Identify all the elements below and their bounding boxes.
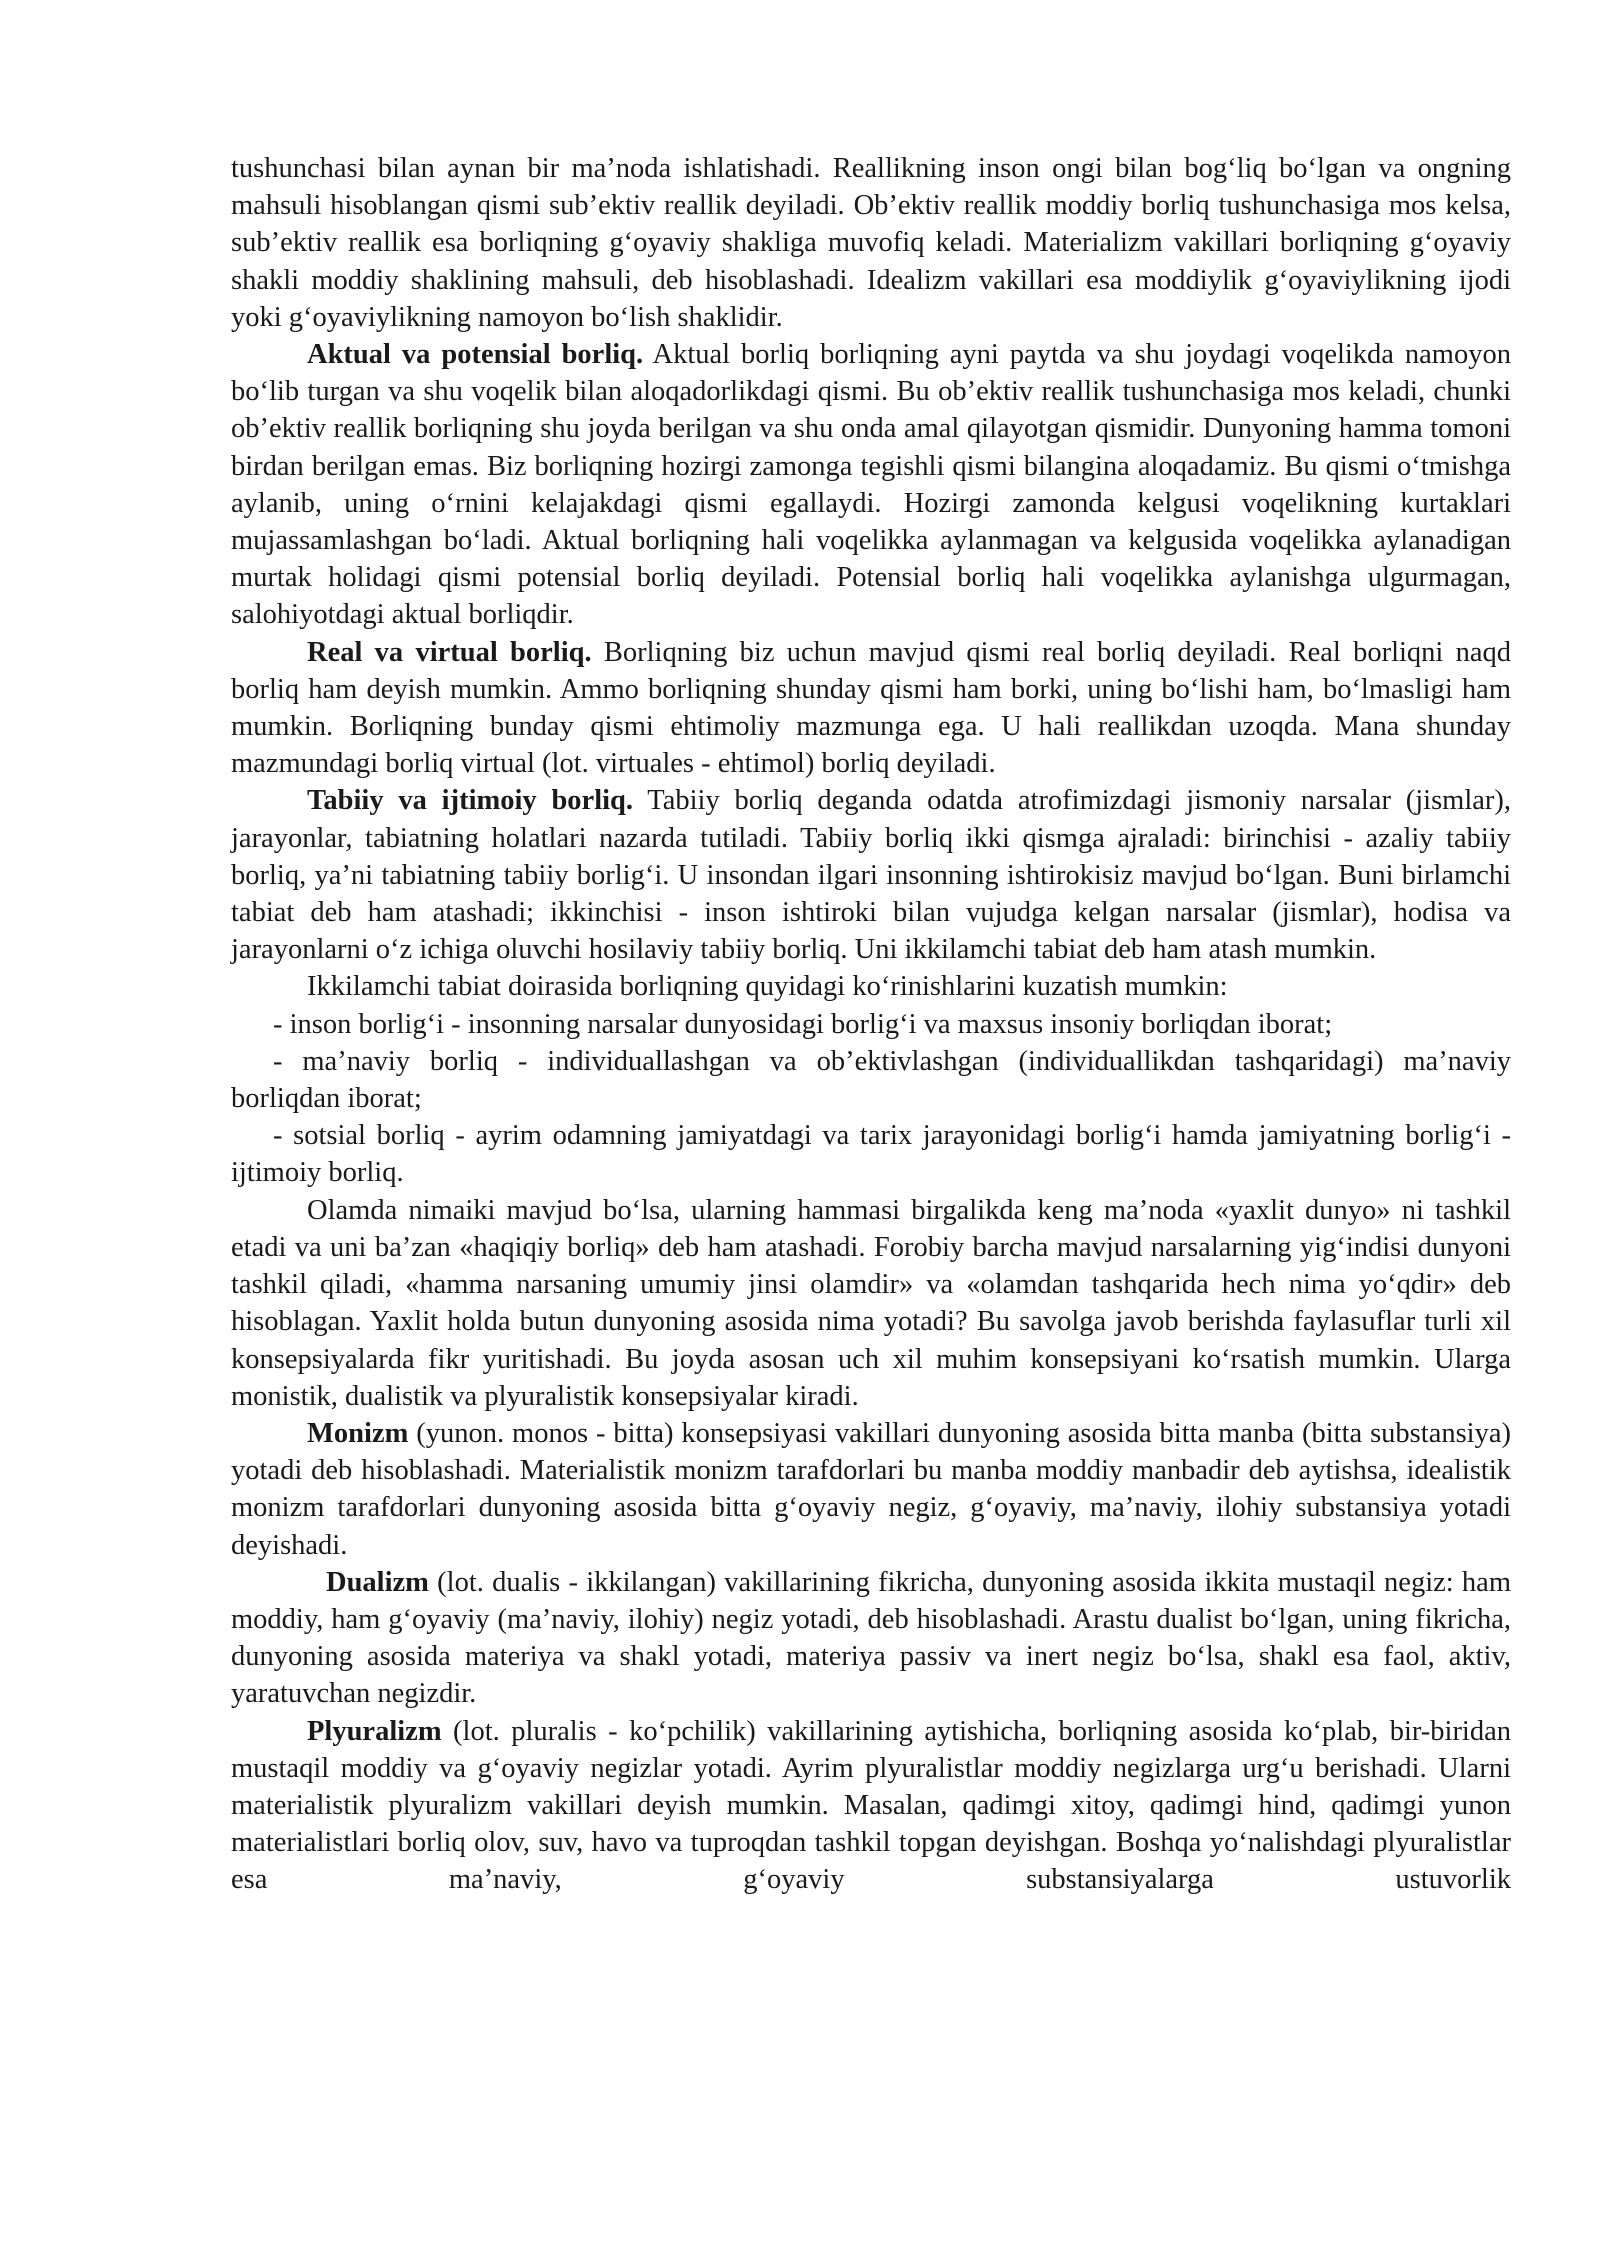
term-heading: Tabiiy va ijtimoiy borliq. xyxy=(307,785,634,817)
paragraph-text: Aktual borliq borliqning ayni paytda va shu joydagi voqelikda namoyon bo‘lib turgan va shu voqelik bilan aloqadorlikdagi qismi. Bu ob’ektiv reallik tushunchasiga mos keladi, chunki ob’ektiv reallik borliqning shu joyda berilgan va shu onda amal qilayotgan qismidir. Dunyoning hamma tomoni birdan berilgan emas. Biz borliqning hozirgi zamonga tegishli qismi bilangina aloqadamiz. Bu qismi o‘tmishga aylanib, uning o‘rnini kelajakdagi qismi egallaydi. Hozirgi zamonda kelgusi voqelikning kurtaklari mujassamlashgan bo‘ladi. Aktual borliqning hali voqelikka aylanmagan va kelgusida voqelikka aylanadigan murtak holidagi qismi potensial borliq deyiladi. Potensial borliq hali voqelikka aylanishga ulgurmagan, salohiyotdagi aktual borliqdir. xyxy=(231,339,1511,631)
term-heading: Aktual va potensial borliq. xyxy=(307,339,644,371)
list-item-text: - ma’naviy borliq - individuallashgan va ob’ektivlashgan (individuallikdan tashqaridagi) ma’naviy borliqdan iborat; xyxy=(231,1045,1511,1115)
list-item-text: - sotsial borliq - ayrim odamning jamiyatdagi va tarix jarayonidagi borlig‘i hamda jamiyatning borlig‘i - ijtimoiy borliq. xyxy=(231,1120,1511,1189)
paragraph-yaxlit-dunyo xyxy=(231,1192,1511,1415)
paragraph-text: Tabiiy borliq deganda odatda atrofimizdagi jismoniy narsalar (jismlar), jarayonlar, tabiatning holatlari nazarda tutiladi. Tabiiy borliq ikki qismga ajraladi: birinchisi - azaliy tabiiy borliq, ya’ni tabiatning tabiiy borlig‘i. U insondan ilgari insonning ishtirokisiz mavjud bo‘lgan. Buni birlamchi tabiat deb ham atashadi; ikkinchisi - inson ishtiroki bilan vujudga kelgan narsalar (jismlar), hodisa va jarayonlarni o‘z ichiga oluvchi hosilaviy tabiiy borliq. Uni ikkilamchi tabiat deb ham atash mumkin. xyxy=(231,785,1511,966)
term-heading: Real va virtual borliq. xyxy=(307,636,592,668)
paragraph-tabiiy-ijtimoiy xyxy=(231,782,1511,968)
paragraph-text: tushunchasi bilan aynan bir ma’noda ishlatishadi. Reallikning inson ongi bilan bog‘liq bo‘lgan va ongning mahsuli hisoblangan qismi sub’ektiv reallik deyiladi. Ob’ektiv reallik moddiy borliq tushunchasiga mos kelsa, sub’ektiv reallik esa borliqning g‘oyaviy shakliga muvofiq keladi. Materializm vakillari borliqning g‘oyaviy shakli moddiy shaklining mahsuli, deb hisoblashadi. Idealizm vakillari esa moddiylik g‘oyaviylikning ijodi yoki g‘oyaviylikning namoyon bo‘lish shaklidir. xyxy=(231,153,1511,333)
list-item-sotsial-borliq xyxy=(231,1117,1511,1191)
paragraph-dualizm xyxy=(231,1564,1511,1713)
list-item-manaviy-borliq xyxy=(231,1043,1511,1117)
paragraph-aktual-potensial xyxy=(231,336,1511,634)
document-page xyxy=(231,150,1511,1899)
paragraph-ikkilamchi-tabiat xyxy=(231,968,1511,1005)
list-item-inson-borligi xyxy=(231,1006,1511,1043)
paragraph-text: Ikkilamchi tabiat doirasida borliqning quyidagi ko‘rinishlarini kuzatish mumkin: xyxy=(307,971,1228,1003)
paragraph-monizm xyxy=(231,1415,1511,1564)
paragraph-text: Borliqning biz uchun mavjud qismi real borliq deyiladi. Real borliqni naqd borliq ham deyish mumkin. Ammo borliqning shunday qismi ham borki, uning bo‘lishi ham, bo‘lmasligi ham mumkin. Borliqning bunday qismi ehtimoliy mazmunga ega. U hali reallikdan uzoqda. Mana shunday mazmundagi borliq virtual (lot. virtuales - ehtimol) borliq deyiladi. xyxy=(231,636,1511,780)
term-heading: Monizm xyxy=(307,1417,409,1449)
paragraph-real-virtual xyxy=(231,634,1511,783)
paragraph-continuation xyxy=(231,150,1511,336)
paragraph-text: (lot. dualis - ikkilangan) vakillarining fikricha, dunyoning asosida ikkita mustaqil negiz: ham moddiy, ham g‘oyaviy (ma’naviy, ilohiy) negiz yotadi, deb hisoblashadi. Arastu dualist bo‘lgan, uning fikricha, dunyoning asosida materiya va shakl yotadi, materiya passiv va inert negiz bo‘lsa, shakl esa faol, aktiv, yaratuvchan negizdir. xyxy=(231,1566,1511,1710)
term-heading: Dualizm xyxy=(326,1566,429,1598)
list-item-text: - inson borlig‘i - insonning narsalar dunyosidagi borlig‘i va maxsus insoniy borliqdan iborat; xyxy=(273,1008,1333,1040)
paragraph-plyuralizm xyxy=(231,1713,1511,1899)
paragraph-text: (yunon. monos - bitta) konsepsiyasi vakillari dunyoning asosida bitta manba (bitta substansiya) yotadi deb hisoblashadi. Materialistik monizm tarafdorlari bu manba moddiy manbadir deb aytishsa, idealistik monizm tarafdorlari dunyoning asosida bitta g‘oyaviy negiz, g‘oyaviy, ma’naviy, ilohiy substansiya yotadi deyishadi. xyxy=(231,1417,1511,1561)
term-heading: Plyuralizm xyxy=(307,1715,442,1747)
paragraph-text: (lot. pluralis - ko‘pchilik) vakillarining aytishicha, borliqning asosida ko‘plab, bir-biridan mustaqil moddiy va g‘oyaviy negizlar yotadi. Ayrim plyuralistlar moddiy negizlarga urg‘u berishadi. Ularni materialistik plyuralizm vakillari deyish mumkin. Masalan, qadimgi xitoy, qadimgi hind, qadimgi yunon materialistlari borliq olov, suv, havo va tuproqdan tashkil topgan deyishgan. Boshqa yo‘nalishdagi plyuralistlar esa ma’naviy, g‘oyaviy substansiyalarga ustuvorlik xyxy=(231,1715,1511,1896)
paragraph-text: Olamda nimaiki mavjud bo‘lsa, ularning hammasi birgalikda keng ma’noda «yaxlit dunyo» ni tashkil etadi va uni ba’zan «haqiqiy borliq» deb ham atashadi. Forobiy barcha mavjud narsalarning yig‘indisi dunyoni tashkil qiladi, «hamma narsaning umumiy jinsi olamdir» va «olamdan tashqarida hech nima yo‘qdir» deb hisoblagan. Yaxlit holda butun dunyoning asosida nima yotadi? Bu savolga javob berishda faylasuflar turli xil konsepsiyalarda fikr yuritishadi. Bu joyda asosan uch xil muhim konsepsiyani ko‘rsatish mumkin. Ularga monistik, dualistik va plyuralistik konsepsiyalar kiradi. xyxy=(231,1194,1511,1412)
